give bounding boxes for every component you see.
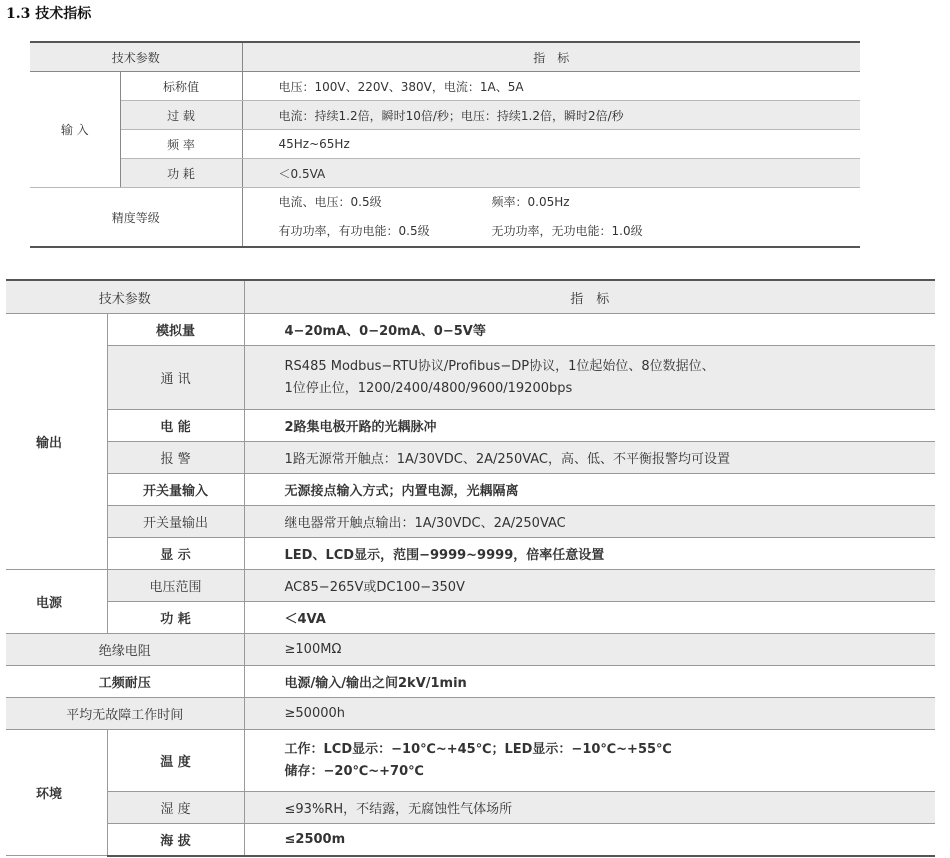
- table-row: [6, 792, 935, 824]
- row-label: 功 耗: [107, 602, 244, 634]
- row-label: 报 警: [107, 442, 244, 474]
- table-row: [6, 506, 935, 538]
- row-label: 电压范围: [107, 570, 244, 602]
- row-value: ≤2500m: [244, 824, 935, 856]
- row-label: 海 拔: [107, 824, 244, 856]
- row-value-line: 储存：−20℃~+70℃: [284, 763, 424, 779]
- row-value: 继电器常开触点输出：1A/30VDC、2A/250VAC: [244, 506, 935, 538]
- table-row: [6, 666, 935, 698]
- group-label-power: 电源: [6, 570, 107, 634]
- spec-table-input: [30, 41, 860, 248]
- row-value: ＜4VA: [244, 602, 935, 634]
- table-row: [6, 538, 935, 570]
- row-label: 频 率: [120, 130, 242, 159]
- row-label: 开关量输出: [107, 506, 244, 538]
- table-row: [30, 72, 860, 101]
- row-value: 电源/输入/输出之间2kV/1min: [244, 666, 935, 698]
- row-value: ≥100MΩ: [244, 634, 935, 666]
- row-value-line: 1位停止位，1200/2400/4800/9600/19200bps: [284, 380, 573, 396]
- accuracy-frequency: 频率：0.05Hz: [491, 195, 570, 209]
- row-value: ≥50000h: [244, 698, 935, 730]
- table-row: [6, 570, 935, 602]
- row-label: 显 示: [107, 538, 244, 570]
- row-label: 开关量输入: [107, 474, 244, 506]
- row-value: 4−20mA、0−20mA、0−5V等: [244, 314, 935, 346]
- row-label: 绝缘电阻: [6, 634, 244, 666]
- row-value: [244, 730, 935, 792]
- row-label: 模拟量: [107, 314, 244, 346]
- table-row: [30, 130, 860, 159]
- row-value: ＜0.5VA: [242, 159, 860, 188]
- row-label: 通 讯: [107, 346, 244, 410]
- row-label: 温 度: [107, 730, 244, 792]
- table-row: [6, 634, 935, 666]
- row-value-line: RS485 Modbus−RTU协议/Profibus−DP协议，1位起始位、8位数据位、: [284, 358, 715, 374]
- header-param: 技术参数: [30, 42, 242, 72]
- group-label-output: 输出: [6, 314, 107, 570]
- table-row: [6, 730, 935, 792]
- table-row: [6, 602, 935, 634]
- row-label: 功 耗: [120, 159, 242, 188]
- accuracy-active-power: 有功功率，有功电能：0.5级: [278, 224, 430, 238]
- table-row: [6, 314, 935, 346]
- accuracy-reactive-power: 无功功率，无功电能：1.0级: [491, 224, 643, 238]
- row-value: 45Hz~65Hz: [242, 130, 860, 159]
- row-value: 电流：持续1.2倍，瞬时10倍/秒；电压：持续1.2倍，瞬时2倍/秒: [242, 101, 860, 130]
- row-label: 工频耐压: [6, 666, 244, 698]
- row-label: 电 能: [107, 410, 244, 442]
- table-row: [6, 346, 935, 410]
- table-header-row: [6, 280, 935, 314]
- table-row: [30, 188, 860, 248]
- row-label: 过 载: [120, 101, 242, 130]
- row-label: 湿 度: [107, 792, 244, 824]
- row-value: AC85−265V或DC100−350V: [244, 570, 935, 602]
- header-spec: 指 标: [244, 280, 935, 314]
- row-label: 平均无故障工作时间: [6, 698, 244, 730]
- row-label: 标称值: [120, 72, 242, 101]
- row-value: LED、LCD显示，范围−9999~9999，倍率任意设置: [244, 538, 935, 570]
- accuracy-current-voltage: 电流、电压：0.5级: [278, 195, 382, 209]
- spec-table-output: [6, 279, 935, 857]
- row-value: [244, 346, 935, 410]
- table-row: [6, 474, 935, 506]
- row-label-accuracy: 精度等级: [30, 188, 242, 248]
- table-row: [6, 698, 935, 730]
- group-label-input: 输 入: [30, 72, 120, 188]
- row-value: 无源接点输入方式；内置电源，光耦隔离: [244, 474, 935, 506]
- table-row: [30, 159, 860, 188]
- row-value: ≤93%RH，不结露，无腐蚀性气体场所: [244, 792, 935, 824]
- table-row: [30, 101, 860, 130]
- row-value: 电压：100V、220V、380V，电流：1A、5A: [242, 72, 860, 101]
- header-param: 技术参数: [6, 280, 244, 314]
- row-value-accuracy: [242, 188, 860, 248]
- table-row: [6, 824, 935, 856]
- table-header-row: [30, 42, 860, 72]
- row-value: 1路无源常开触点：1A/30VDC、2A/250VAC，高、低、不平衡报警均可设置: [244, 442, 935, 474]
- header-spec: 指 标: [242, 42, 860, 72]
- group-label-environment: 环境: [6, 730, 107, 856]
- row-value-line: 工作：LCD显示：−10℃~+45℃；LED显示：−10℃~+55℃: [284, 741, 672, 757]
- row-value: 2路集电极开路的光耦脉冲: [244, 410, 935, 442]
- section-title: 1.3 技术指标: [6, 6, 92, 22]
- table-row: [6, 410, 935, 442]
- table-row: [6, 442, 935, 474]
